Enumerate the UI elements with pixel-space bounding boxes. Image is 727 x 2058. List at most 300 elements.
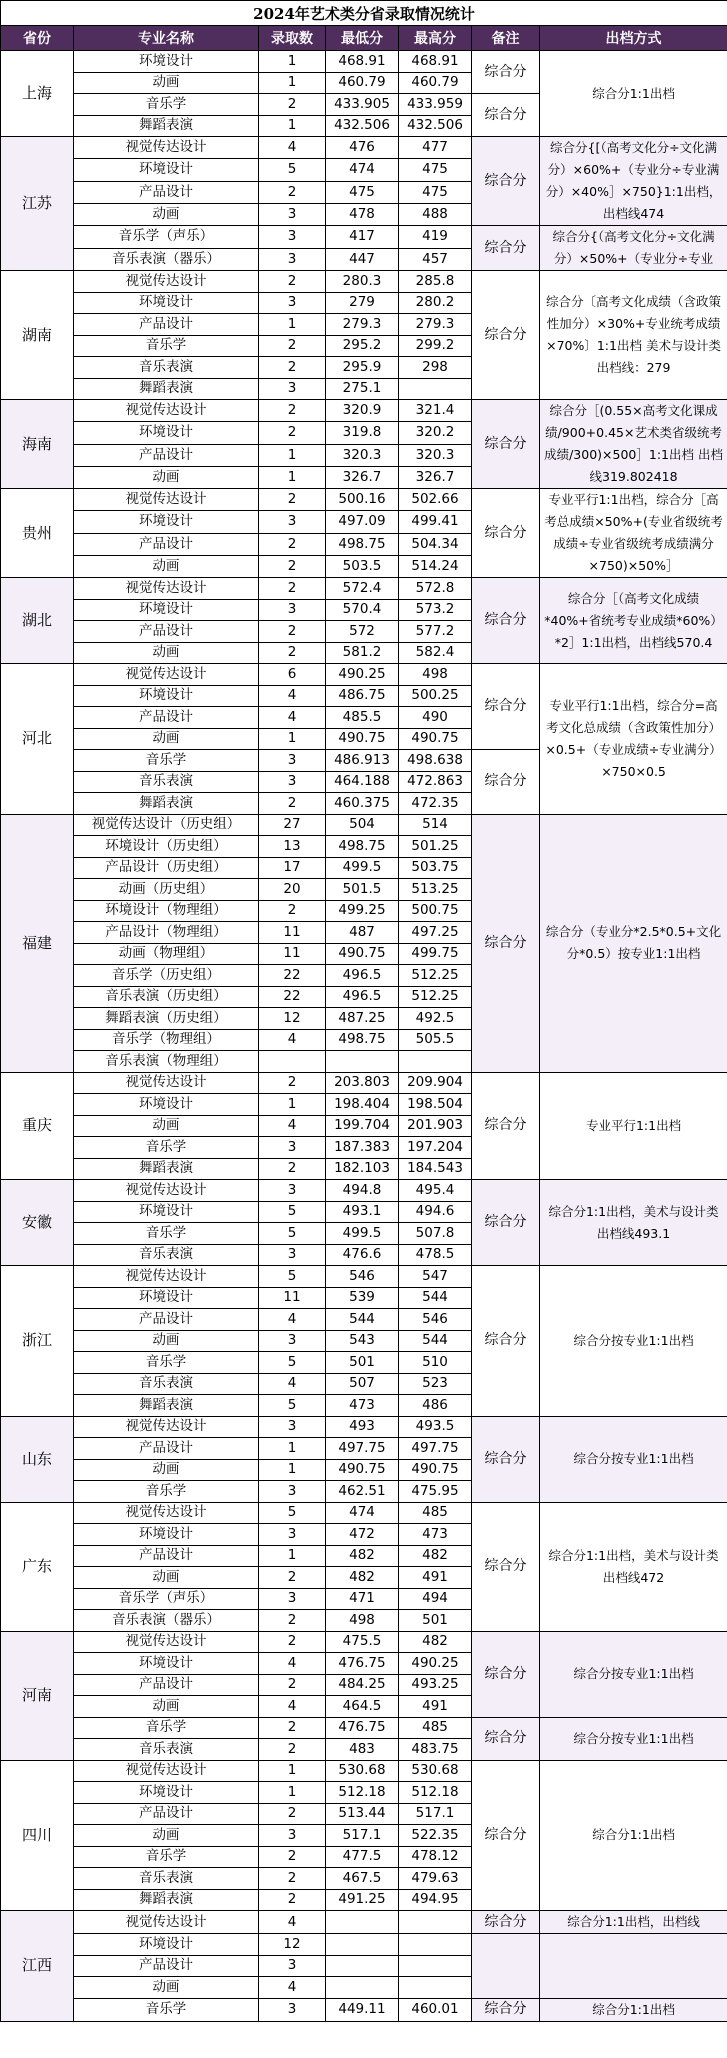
min-score-cell: 464.5 bbox=[326, 1696, 399, 1718]
admitted-count-cell: 2 bbox=[259, 422, 326, 444]
min-score-cell: 494.8 bbox=[326, 1180, 399, 1202]
note-cell: 综合分 bbox=[472, 1072, 540, 1180]
max-score-cell: 485 bbox=[399, 1502, 472, 1524]
major-cell: 环境设计 bbox=[74, 292, 259, 314]
province-cell: 重庆 bbox=[1, 1072, 74, 1180]
admitted-count-cell: 3 bbox=[259, 1998, 326, 2021]
min-score-cell: 319.8 bbox=[326, 422, 399, 444]
min-score-cell: 503.5 bbox=[326, 555, 399, 577]
max-score-cell: 433.959 bbox=[399, 94, 472, 116]
max-score-cell: 501.25 bbox=[399, 836, 472, 858]
admitted-count-cell: 2 bbox=[259, 94, 326, 116]
admitted-count-cell: 2 bbox=[259, 1868, 326, 1890]
major-cell: 舞蹈表演（历史组） bbox=[74, 1008, 259, 1030]
table-row bbox=[1, 51, 727, 73]
max-score-cell: 497.75 bbox=[399, 1438, 472, 1460]
note-cell: 综合分 bbox=[472, 1416, 540, 1502]
min-score-cell: 499.5 bbox=[326, 1223, 399, 1245]
max-score-cell: 490.25 bbox=[399, 1653, 472, 1675]
note-cell: 综合分 bbox=[472, 1717, 540, 1760]
admitted-count-cell: 2 bbox=[259, 621, 326, 643]
min-score-cell: 433.905 bbox=[326, 94, 399, 116]
max-score-cell: 513.25 bbox=[399, 879, 472, 901]
max-score-cell: 495.4 bbox=[399, 1180, 472, 1202]
min-score-cell: 504 bbox=[326, 814, 399, 836]
table-row bbox=[1, 400, 727, 422]
major-cell: 产品设计（物理组） bbox=[74, 922, 259, 944]
max-score-cell: 279.3 bbox=[399, 314, 472, 336]
min-score-cell: 572.4 bbox=[326, 578, 399, 600]
max-score-cell: 494 bbox=[399, 1588, 472, 1610]
max-score-cell: 457 bbox=[399, 248, 472, 271]
major-cell: 环境设计 bbox=[74, 1653, 259, 1675]
min-score-cell: 497.75 bbox=[326, 1438, 399, 1460]
max-score-cell: 544 bbox=[399, 1330, 472, 1352]
admitted-count-cell: 2 bbox=[259, 642, 326, 664]
major-cell: 环境设计（历史组） bbox=[74, 836, 259, 858]
note-cell: 综合分 bbox=[472, 271, 540, 400]
major-cell: 舞蹈表演 bbox=[74, 1395, 259, 1417]
admitted-count-cell: 1 bbox=[259, 1094, 326, 1116]
major-cell: 环境设计 bbox=[74, 1782, 259, 1804]
min-score-cell: 460.79 bbox=[326, 72, 399, 94]
max-score-cell: 320.3 bbox=[399, 444, 472, 466]
admitted-count-cell: 4 bbox=[259, 1115, 326, 1137]
note-cell: 综合分 bbox=[472, 1760, 540, 1911]
note-cell: 综合分 bbox=[472, 51, 540, 94]
admitted-count-cell: 4 bbox=[259, 685, 326, 707]
admitted-count-cell: 2 bbox=[259, 357, 326, 379]
max-score-cell: 472.35 bbox=[399, 793, 472, 815]
admission-method-cell: 综合分1:1出档 bbox=[540, 1998, 727, 2021]
major-cell: 音乐学 bbox=[74, 1352, 259, 1374]
province-cell: 湖北 bbox=[1, 578, 74, 664]
min-score-cell: 326.7 bbox=[326, 466, 399, 488]
max-score-cell: 483.75 bbox=[399, 1739, 472, 1761]
major-cell: 视觉传达设计 bbox=[74, 1266, 259, 1288]
max-score-cell bbox=[399, 378, 472, 400]
max-score-cell: 493.25 bbox=[399, 1674, 472, 1696]
admission-method-cell: 综合分1:1出档，出档线 bbox=[540, 1911, 727, 1934]
admission-method-cell: 综合分{（高考文化分÷文化满分）×50%+（专业分÷专业 bbox=[540, 226, 727, 271]
major-cell: 产品设计 bbox=[74, 1309, 259, 1331]
max-score-cell: 326.7 bbox=[399, 466, 472, 488]
max-score-cell: 198.504 bbox=[399, 1094, 472, 1116]
note-cell: 综合分 bbox=[472, 578, 540, 664]
admitted-count-cell: 2 bbox=[259, 1717, 326, 1739]
max-score-cell: 478.5 bbox=[399, 1244, 472, 1266]
max-score-cell: 477 bbox=[399, 137, 472, 159]
admitted-count-cell: 5 bbox=[259, 1223, 326, 1245]
major-cell: 环境设计 bbox=[74, 511, 259, 533]
province-cell: 广东 bbox=[1, 1502, 74, 1631]
admitted-count-cell: 11 bbox=[259, 922, 326, 944]
province-cell: 河北 bbox=[1, 664, 74, 815]
min-score-cell: 486.913 bbox=[326, 750, 399, 772]
admitted-count-cell: 2 bbox=[259, 578, 326, 600]
admission-method-cell: 综合分［(0.55×高考文化课成绩/900+0.45×艺术类省级统考成绩/300)×500］1:1出档 出档线319.802418 bbox=[540, 400, 727, 489]
admitted-count-cell: 3 bbox=[259, 1955, 326, 1977]
min-score-cell: 474 bbox=[326, 159, 399, 181]
admission-method-cell: 综合分1:1出档 bbox=[540, 1760, 727, 1911]
note-cell: 综合分 bbox=[472, 489, 540, 578]
major-cell: 产品设计 bbox=[74, 707, 259, 729]
max-score-cell: 201.903 bbox=[399, 1115, 472, 1137]
admitted-count-cell: 2 bbox=[259, 1803, 326, 1825]
admitted-count-cell: 5 bbox=[259, 1352, 326, 1374]
max-score-cell: 547 bbox=[399, 1266, 472, 1288]
major-cell: 动画 bbox=[74, 555, 259, 577]
admitted-count-cell: 2 bbox=[259, 1674, 326, 1696]
admission-method-cell: 综合分按专业1:1出档 bbox=[540, 1717, 727, 1760]
major-cell: 音乐学（物理组） bbox=[74, 1029, 259, 1051]
min-score-cell: 513.44 bbox=[326, 1803, 399, 1825]
min-score-cell: 280.3 bbox=[326, 271, 399, 293]
max-score-cell: 497.25 bbox=[399, 922, 472, 944]
min-score-cell: 572 bbox=[326, 621, 399, 643]
major-cell: 音乐学 bbox=[74, 750, 259, 772]
min-score-cell: 449.11 bbox=[326, 1998, 399, 2021]
admitted-count-cell: 6 bbox=[259, 664, 326, 686]
note-cell: 综合分 bbox=[472, 664, 540, 750]
min-score-cell: 478 bbox=[326, 203, 399, 225]
major-cell: 产品设计 bbox=[74, 1955, 259, 1977]
min-score-cell: 471 bbox=[326, 1588, 399, 1610]
min-score-cell: 279 bbox=[326, 292, 399, 314]
admitted-count-cell: 2 bbox=[259, 181, 326, 203]
major-cell: 环境设计 bbox=[74, 1524, 259, 1546]
province-cell: 四川 bbox=[1, 1760, 74, 1911]
major-cell: 动画 bbox=[74, 203, 259, 225]
min-score-cell: 182.103 bbox=[326, 1158, 399, 1180]
max-score-cell: 321.4 bbox=[399, 400, 472, 422]
major-cell: 动画 bbox=[74, 1330, 259, 1352]
major-cell: 产品设计 bbox=[74, 533, 259, 555]
major-cell: 视觉传达设计 bbox=[74, 664, 259, 686]
admitted-count-cell: 1 bbox=[259, 314, 326, 336]
major-cell: 音乐表演 bbox=[74, 1373, 259, 1395]
admitted-count-cell: 4 bbox=[259, 1029, 326, 1051]
major-cell: 音乐表演 bbox=[74, 1244, 259, 1266]
major-cell: 音乐学 bbox=[74, 335, 259, 357]
max-score-cell: 184.543 bbox=[399, 1158, 472, 1180]
major-cell: 音乐学 bbox=[74, 1223, 259, 1245]
major-cell: 动画 bbox=[74, 1825, 259, 1847]
major-cell: 环境设计 bbox=[74, 1094, 259, 1116]
min-score-cell: 493 bbox=[326, 1416, 399, 1438]
province-cell: 江苏 bbox=[1, 137, 74, 271]
min-score-cell bbox=[326, 1934, 399, 1956]
admitted-count-cell: 1 bbox=[259, 1438, 326, 1460]
max-score-cell: 512.25 bbox=[399, 965, 472, 987]
max-score-cell: 500.75 bbox=[399, 900, 472, 922]
table-row bbox=[1, 137, 727, 159]
table-row bbox=[1, 226, 727, 249]
province-cell: 河南 bbox=[1, 1631, 74, 1760]
major-cell: 音乐表演 bbox=[74, 1868, 259, 1890]
major-cell: 音乐表演（历史组） bbox=[74, 986, 259, 1008]
min-score-cell: 490.75 bbox=[326, 1459, 399, 1481]
min-score-cell: 475.5 bbox=[326, 1631, 399, 1653]
major-cell: 动画 bbox=[74, 1115, 259, 1137]
admitted-count-cell: 2 bbox=[259, 1846, 326, 1868]
admission-method-cell: 综合分1:1出档，美术与设计类出档线493.1 bbox=[540, 1180, 727, 1266]
min-score-cell: 320.3 bbox=[326, 444, 399, 466]
table-row bbox=[1, 1717, 727, 1739]
major-cell: 视觉传达设计 bbox=[74, 489, 259, 511]
major-cell: 舞蹈表演 bbox=[74, 115, 259, 137]
major-cell: 动画（物理组） bbox=[74, 943, 259, 965]
max-score-cell: 500.25 bbox=[399, 685, 472, 707]
note-cell: 综合分 bbox=[472, 1998, 540, 2021]
max-score-cell: 485 bbox=[399, 1717, 472, 1739]
major-cell: 动画 bbox=[74, 1567, 259, 1589]
header-note: 备注 bbox=[472, 26, 540, 51]
admitted-count-cell: 1 bbox=[259, 1782, 326, 1804]
max-score-cell: 473 bbox=[399, 1524, 472, 1546]
min-score-cell: 467.5 bbox=[326, 1868, 399, 1890]
min-score-cell: 432.506 bbox=[326, 115, 399, 137]
min-score-cell: 464.188 bbox=[326, 771, 399, 793]
major-cell: 动画 bbox=[74, 1696, 259, 1718]
max-score-cell: 432.506 bbox=[399, 115, 472, 137]
major-cell: 视觉传达设计 bbox=[74, 137, 259, 159]
note-cell: 综合分 bbox=[472, 94, 540, 137]
major-cell: 音乐表演 bbox=[74, 357, 259, 379]
major-cell: 视觉传达设计 bbox=[74, 271, 259, 293]
min-score-cell: 198.404 bbox=[326, 1094, 399, 1116]
major-cell: 视觉传达设计 bbox=[74, 1911, 259, 1934]
min-score-cell: 490.75 bbox=[326, 943, 399, 965]
note-cell: 综合分 bbox=[472, 400, 540, 489]
max-score-cell: 490.75 bbox=[399, 1459, 472, 1481]
min-score-cell: 498.75 bbox=[326, 836, 399, 858]
max-score-cell: 522.35 bbox=[399, 1825, 472, 1847]
min-score-cell: 447 bbox=[326, 248, 399, 271]
major-cell: 音乐学 bbox=[74, 94, 259, 116]
table-row bbox=[1, 1502, 727, 1524]
min-score-cell: 539 bbox=[326, 1287, 399, 1309]
max-score-cell: 494.95 bbox=[399, 1889, 472, 1911]
admitted-count-cell: 3 bbox=[259, 511, 326, 533]
min-score-cell: 530.68 bbox=[326, 1760, 399, 1782]
min-score-cell bbox=[326, 1051, 399, 1073]
min-score-cell: 499.5 bbox=[326, 857, 399, 879]
major-cell: 音乐表演（器乐） bbox=[74, 248, 259, 271]
major-cell: 环境设计 bbox=[74, 159, 259, 181]
admitted-count-cell: 13 bbox=[259, 836, 326, 858]
major-cell: 视觉传达设计 bbox=[74, 1180, 259, 1202]
admission-method-cell: 综合分〔高考文化成绩（含政策性加分）×30%+专业统考成绩×70%〕1:1出档 美术与设计类出档线：279 bbox=[540, 271, 727, 400]
admitted-count-cell: 1 bbox=[259, 72, 326, 94]
max-score-cell: 475 bbox=[399, 181, 472, 203]
min-score-cell: 493.1 bbox=[326, 1201, 399, 1223]
admitted-count-cell: 3 bbox=[259, 1524, 326, 1546]
major-cell: 音乐表演（物理组） bbox=[74, 1051, 259, 1073]
max-score-cell: 499.75 bbox=[399, 943, 472, 965]
admitted-count-cell: 2 bbox=[259, 1567, 326, 1589]
admitted-count-cell: 2 bbox=[259, 555, 326, 577]
max-score-cell: 544 bbox=[399, 1287, 472, 1309]
min-score-cell: 320.9 bbox=[326, 400, 399, 422]
max-score-cell: 475 bbox=[399, 159, 472, 181]
max-score-cell: 479.63 bbox=[399, 1868, 472, 1890]
major-cell: 音乐学 bbox=[74, 1998, 259, 2021]
admitted-count-cell: 1 bbox=[259, 1459, 326, 1481]
admitted-count-cell: 3 bbox=[259, 599, 326, 621]
min-score-cell: 477.5 bbox=[326, 1846, 399, 1868]
major-cell: 视觉传达设计 bbox=[74, 1502, 259, 1524]
table-row bbox=[1, 1934, 727, 1956]
table-row bbox=[1, 1760, 727, 1782]
admitted-count-cell: 3 bbox=[259, 1180, 326, 1202]
max-score-cell bbox=[399, 1051, 472, 1073]
table-row bbox=[1, 1631, 727, 1653]
note-cell: 综合分 bbox=[472, 814, 540, 1072]
max-score-cell: 320.2 bbox=[399, 422, 472, 444]
admitted-count-cell: 3 bbox=[259, 750, 326, 772]
admission-method-cell: 专业平行1:1出档，综合分=高考文化总成绩（含政策性加分）×0.5+（专业成绩÷专业满分）×750×0.5 bbox=[540, 664, 727, 815]
admitted-count-cell: 2 bbox=[259, 1631, 326, 1653]
min-score-cell: 487 bbox=[326, 922, 399, 944]
min-score-cell: 581.2 bbox=[326, 642, 399, 664]
note-cell: 综合分 bbox=[472, 1911, 540, 1934]
major-cell: 舞蹈表演 bbox=[74, 1889, 259, 1911]
min-score-cell: 512.18 bbox=[326, 1782, 399, 1804]
min-score-cell: 544 bbox=[326, 1309, 399, 1331]
min-score-cell: 474 bbox=[326, 1502, 399, 1524]
max-score-cell: 490.75 bbox=[399, 728, 472, 750]
max-score-cell: 499.41 bbox=[399, 511, 472, 533]
max-score-cell: 512.18 bbox=[399, 1782, 472, 1804]
max-score-cell: 280.2 bbox=[399, 292, 472, 314]
major-cell: 视觉传达设计（历史组） bbox=[74, 814, 259, 836]
min-score-cell: 490.25 bbox=[326, 664, 399, 686]
admitted-count-cell: 5 bbox=[259, 1395, 326, 1417]
min-score-cell: 279.3 bbox=[326, 314, 399, 336]
max-score-cell: 523 bbox=[399, 1373, 472, 1395]
table-row bbox=[1, 578, 727, 600]
admission-method-cell: 专业平行1:1出档 bbox=[540, 1072, 727, 1180]
admission-method-cell bbox=[540, 1934, 727, 1999]
major-cell: 视觉传达设计 bbox=[74, 578, 259, 600]
min-score-cell: 498.75 bbox=[326, 533, 399, 555]
min-score-cell: 484.25 bbox=[326, 1674, 399, 1696]
admitted-count-cell: 4 bbox=[259, 1696, 326, 1718]
admitted-count-cell: 2 bbox=[259, 1610, 326, 1632]
min-score-cell: 460.375 bbox=[326, 793, 399, 815]
table-row bbox=[1, 1180, 727, 1202]
min-score-cell: 501 bbox=[326, 1352, 399, 1374]
min-score-cell: 501.5 bbox=[326, 879, 399, 901]
major-cell: 产品设计 bbox=[74, 444, 259, 466]
max-score-cell: 482 bbox=[399, 1631, 472, 1653]
admitted-count-cell: 2 bbox=[259, 271, 326, 293]
major-cell: 音乐学（声乐） bbox=[74, 1588, 259, 1610]
min-score-cell: 462.51 bbox=[326, 1481, 399, 1503]
admitted-count-cell: 4 bbox=[259, 1373, 326, 1395]
admitted-count-cell: 2 bbox=[259, 1889, 326, 1911]
admission-method-cell: 综合分{[（高考文化分÷文化满分）×60%+（专业分÷专业满分）×40%］×750}1:1出档，出档线474 bbox=[540, 137, 727, 226]
header-major: 专业名称 bbox=[74, 26, 259, 51]
min-score-cell: 468.91 bbox=[326, 51, 399, 73]
major-cell: 音乐表演 bbox=[74, 771, 259, 793]
major-cell: 动画 bbox=[74, 72, 259, 94]
min-score-cell: 482 bbox=[326, 1567, 399, 1589]
min-score-cell: 498 bbox=[326, 1610, 399, 1632]
note-cell: 综合分 bbox=[472, 137, 540, 226]
max-score-cell: 482 bbox=[399, 1545, 472, 1567]
major-cell: 动画 bbox=[74, 466, 259, 488]
major-cell: 产品设计 bbox=[74, 1545, 259, 1567]
province-cell: 浙江 bbox=[1, 1266, 74, 1417]
admitted-count-cell: 3 bbox=[259, 226, 326, 249]
admitted-count-cell: 5 bbox=[259, 159, 326, 181]
major-cell: 舞蹈表演 bbox=[74, 793, 259, 815]
province-cell: 上海 bbox=[1, 51, 74, 137]
admitted-count-cell: 1 bbox=[259, 444, 326, 466]
note-cell: 综合分 bbox=[472, 750, 540, 815]
admitted-count-cell: 27 bbox=[259, 814, 326, 836]
note-cell: 综合分 bbox=[472, 1180, 540, 1266]
major-cell: 视觉传达设计 bbox=[74, 1072, 259, 1094]
admitted-count-cell: 12 bbox=[259, 1934, 326, 1956]
table-row bbox=[1, 489, 727, 511]
max-score-cell: 299.2 bbox=[399, 335, 472, 357]
major-cell: 音乐学 bbox=[74, 1846, 259, 1868]
table-row bbox=[1, 814, 727, 836]
admitted-count-cell: 2 bbox=[259, 335, 326, 357]
header-row bbox=[1, 26, 727, 51]
major-cell: 音乐表演 bbox=[74, 1739, 259, 1761]
min-score-cell: 496.5 bbox=[326, 986, 399, 1008]
note-cell: 综合分 bbox=[472, 1266, 540, 1417]
admitted-count-cell: 4 bbox=[259, 1309, 326, 1331]
table-row bbox=[1, 1072, 727, 1094]
admitted-count-cell: 17 bbox=[259, 857, 326, 879]
major-cell: 音乐学 bbox=[74, 1137, 259, 1159]
admitted-count-cell: 2 bbox=[259, 1072, 326, 1094]
major-cell: 音乐学（历史组） bbox=[74, 965, 259, 987]
admitted-count-cell: 2 bbox=[259, 533, 326, 555]
major-cell: 音乐学 bbox=[74, 1481, 259, 1503]
major-cell: 产品设计 bbox=[74, 621, 259, 643]
admitted-count-cell: 2 bbox=[259, 1739, 326, 1761]
admitted-count-cell: 3 bbox=[259, 1244, 326, 1266]
admitted-count-cell: 4 bbox=[259, 1653, 326, 1675]
admitted-count-cell: 2 bbox=[259, 400, 326, 422]
major-cell: 产品设计 bbox=[74, 1674, 259, 1696]
max-score-cell: 510 bbox=[399, 1352, 472, 1374]
province-cell: 海南 bbox=[1, 400, 74, 489]
min-score-cell: 487.25 bbox=[326, 1008, 399, 1030]
major-cell: 动画 bbox=[74, 642, 259, 664]
min-score-cell: 570.4 bbox=[326, 599, 399, 621]
max-score-cell: 488 bbox=[399, 203, 472, 225]
max-score-cell: 498.638 bbox=[399, 750, 472, 772]
max-score-cell: 517.1 bbox=[399, 1803, 472, 1825]
note-cell: 综合分 bbox=[472, 226, 540, 271]
admission-method-cell: 综合分1:1出档 bbox=[540, 51, 727, 137]
min-score-cell: 498.75 bbox=[326, 1029, 399, 1051]
major-cell: 动画（历史组） bbox=[74, 879, 259, 901]
min-score-cell bbox=[326, 1977, 399, 1999]
min-score-cell: 482 bbox=[326, 1545, 399, 1567]
major-cell: 环境设计 bbox=[74, 51, 259, 73]
header-min-score: 最低分 bbox=[326, 26, 399, 51]
major-cell: 动画 bbox=[74, 1459, 259, 1481]
min-score-cell: 500.16 bbox=[326, 489, 399, 511]
